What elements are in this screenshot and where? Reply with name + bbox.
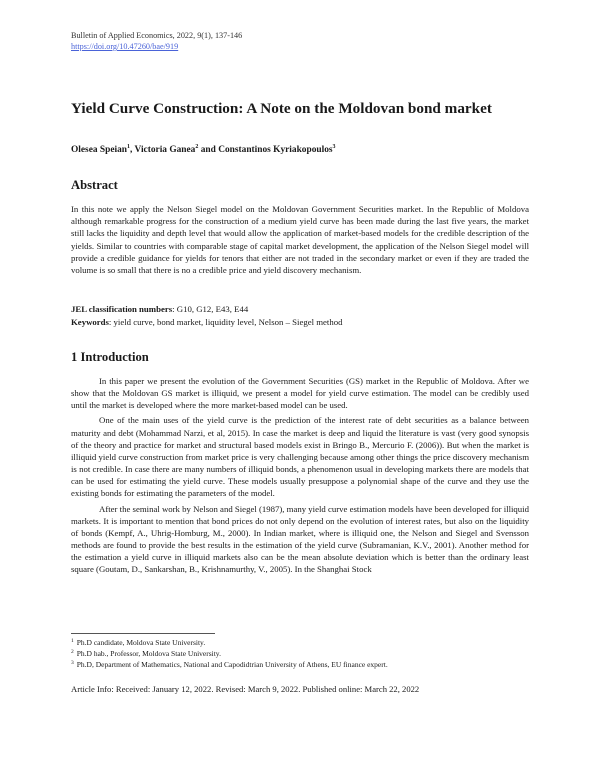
footnote-mark: 3 bbox=[71, 660, 74, 667]
keywords bbox=[71, 316, 342, 328]
footnotes bbox=[71, 637, 388, 671]
author-name: Olesea Speian bbox=[71, 145, 127, 155]
introduction-heading: 1 Introduction bbox=[71, 350, 149, 364]
author-footnote-mark[interactable]: 3 bbox=[332, 144, 336, 150]
abstract-heading: Abstract bbox=[71, 178, 118, 192]
author-separator: and bbox=[198, 145, 219, 155]
keywords-list: : yield curve, bond market, liquidity level, Nelson – Siegel method bbox=[108, 317, 343, 327]
footnote bbox=[71, 659, 388, 670]
footnote-mark: 1 bbox=[71, 638, 74, 644]
keywords-label: Keywords bbox=[71, 317, 109, 327]
author-name: Constantinos Kyriakopoulos bbox=[218, 145, 333, 155]
footnote-divider bbox=[71, 633, 215, 634]
footnote-text: Ph.D candidate, Moldova State University. bbox=[76, 638, 206, 647]
journal-header bbox=[71, 30, 242, 52]
author-footnote-mark[interactable]: 1 bbox=[127, 144, 130, 150]
journal-citation: Bulletin of Applied Economics, 2022, 9(1), 137-146 bbox=[71, 31, 243, 40]
paragraph: In this paper we present the evolution of the Government Securities (GS) market in the Republic of Moldova. After we show that the Moldovan GS market is illiquid, we present a model for yield curve estimation. The model can be credibly used until the market is developed where the more market-based model can be used. bbox=[71, 376, 529, 411]
author-name: Victoria Ganea bbox=[134, 145, 196, 155]
abstract-text: In this note we apply the Nelson Siegel model on the Moldovan Government Securities market. In the Republic of Moldova although remarkable progress for the construction of a medium yield curve has been made during the last five years, the market still lacks the liquidity and depth level that would allow the application of market-based models for the credible description of the yields. Similar to countries with comparable stage of capital market development, the application of the Nelson Siegel model will provide a credible guidance for yields for tenors that either are not traded in the secondary market or even if they are traded the volume is so small that there is no a credible price and yield discovery mechanism. bbox=[71, 204, 529, 276]
author-footnote-mark[interactable]: 2 bbox=[195, 144, 199, 150]
footnote bbox=[71, 637, 388, 648]
jel-label: JEL classification numbers bbox=[71, 304, 173, 314]
jel-codes: : G10, G12, E43, E44 bbox=[172, 304, 249, 314]
jel-classification bbox=[71, 303, 248, 315]
footnote-text: Ph.D hab., Professor, Moldova State University. bbox=[76, 649, 221, 659]
article-info: Article Info: Received: January 12, 2022. Revised: March 9, 2022. Published online: March 22, 2022 bbox=[71, 684, 420, 694]
footnote-text: Ph.D, Department of Mathematics, National and Capodidtrian University of Athens, EU finance expert. bbox=[76, 660, 388, 670]
author-list bbox=[71, 145, 336, 155]
paragraph: After the seminal work by Nelson and Siegel (1987), many yield curve estimation models have been developed for illiquid markets. It is important to mention that bond prices do not only depend on the evolution of interest rates, but also on the liquidity of bonds (Kempf, A., Uhrig-Homburg, M., 2000). In Indian market, where is illiquid one, the Nelson and Siegel and Svensson methods are found to provide the best results in the estimation of the yield curve (Subramanian, K.V., 2001). Another method for the estimation a yield curve in illiquid markets also can be the mean absolute deviation which is better than the ordinary least square (Goutam, D., Sankarshan, B., Krishnamurthy, V., 2005). In the Shanghai Stock bbox=[71, 503, 529, 575]
doi-link[interactable]: https://doi.org/10.47260/bae/919 bbox=[71, 42, 179, 51]
paper-title: Yield Curve Construction: A Note on the Moldovan bond market bbox=[71, 100, 492, 117]
author-separator: , bbox=[130, 145, 135, 155]
footnote-mark: 2 bbox=[71, 649, 74, 656]
introduction-body bbox=[71, 375, 529, 579]
footnote bbox=[71, 648, 388, 659]
paragraph: One of the main uses of the yield curve is the prediction of the interest rate of debt securities as a balance between maturity and debt (Mohammad Narzi, et al, 2015). In case the market is deep and liquid the literature is vast (very good synopsis of the theory and practice for market and structural based models exist in Bringo B., Mercurio F. (2006)). But when the market is illiquid yield curve construction from market price is very challenging because among other things the price discovery mechanism is not credible. In case there are many numbers of illiquid bonds, a phenomenon usual in developing markets there are models that can be used for estimating the yield curve. These models usually presuppose a polynomial shape of the curve and they use the existing bonds for estimating the parameters of the model. bbox=[71, 415, 529, 499]
